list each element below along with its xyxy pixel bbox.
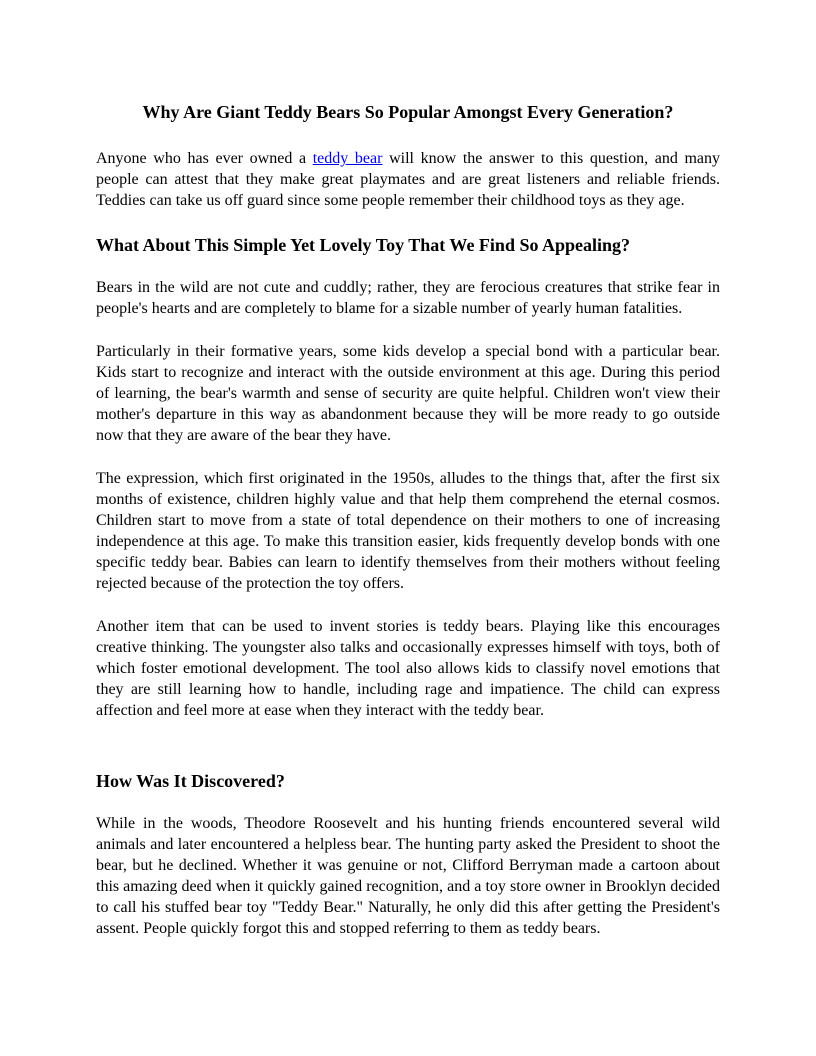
intro-text-after: will know the answer to this question, and many people can attest that they make great playmates and are great listeners and reliable friends. Teddies can take us off guard since some people remember their childhood toys as they age. [96, 150, 721, 209]
intro-text-before: Anyone who has ever owned a [96, 150, 313, 167]
section-heading-discovered: How Was It Discovered? [96, 771, 285, 791]
document-title: Why Are Giant Teddy Bears So Popular Amongst Every Generation? [142, 102, 674, 122]
document-content [96, 100, 720, 961]
paragraph-expression-1950s: The expression, which first originated in the 1950s, alludes to the things that, after the first six months of existence, children highly value and that help them comprehend the eternal cosmos. Children start to move from a state of total dependence on their mothers to one of increasing independence at this age. To make this transition easier, kids frequently develop bonds with one specific teddy bear. Babies can learn to identify themselves from their mothers without feeling rejected because of the protection the toy offers. [96, 470, 720, 592]
intro-paragraph [96, 148, 720, 211]
paragraph-wild-bears: Bears in the wild are not cute and cuddly; rather, they are ferocious creatures that strike fear in people's hearts and are completely to blame for a sizable number of yearly human fatalities. [96, 279, 720, 317]
paragraph-invent-stories: Another item that can be used to invent stories is teddy bears. Playing like this encourages creative thinking. The youngster also talks and occasionally expresses himself with toys, both of which foster emotional development. The tool also allows kids to classify novel emotions that they are still learning how to handle, including rage and impatience. The child can express affection and feel more at ease when they interact with the teddy bear. [96, 618, 720, 719]
paragraph-roosevelt-story: While in the woods, Theodore Roosevelt and his hunting friends encountered several wild animals and later encountered a helpless bear. The hunting party asked the President to shoot the bear, but he declined. Whether it was genuine or not, Clifford Berryman made a cartoon about this amazing deed when it quickly gained recognition, and a toy store owner in Brooklyn decided to call his stuffed bear toy "Teddy Bear." Naturally, he only did this after getting the President's assent. People quickly forgot this and stopped referring to them as teddy bears. [96, 815, 720, 937]
teddy-bear-link[interactable]: teddy bear [312, 150, 383, 167]
section-heading-appealing: What About This Simple Yet Lovely Toy That We Find So Appealing? [96, 235, 630, 255]
paragraph-formative-years: Particularly in their formative years, some kids develop a special bond with a particular bear. Kids start to recognize and interact with the outside environment at this age. During this period of learning, the bear's warmth and sense of security are quite helpful. Children won't view their mother's departure in this way as abandonment because they will be more ready to go outside now that they are aware of the bear they have. [96, 343, 720, 444]
